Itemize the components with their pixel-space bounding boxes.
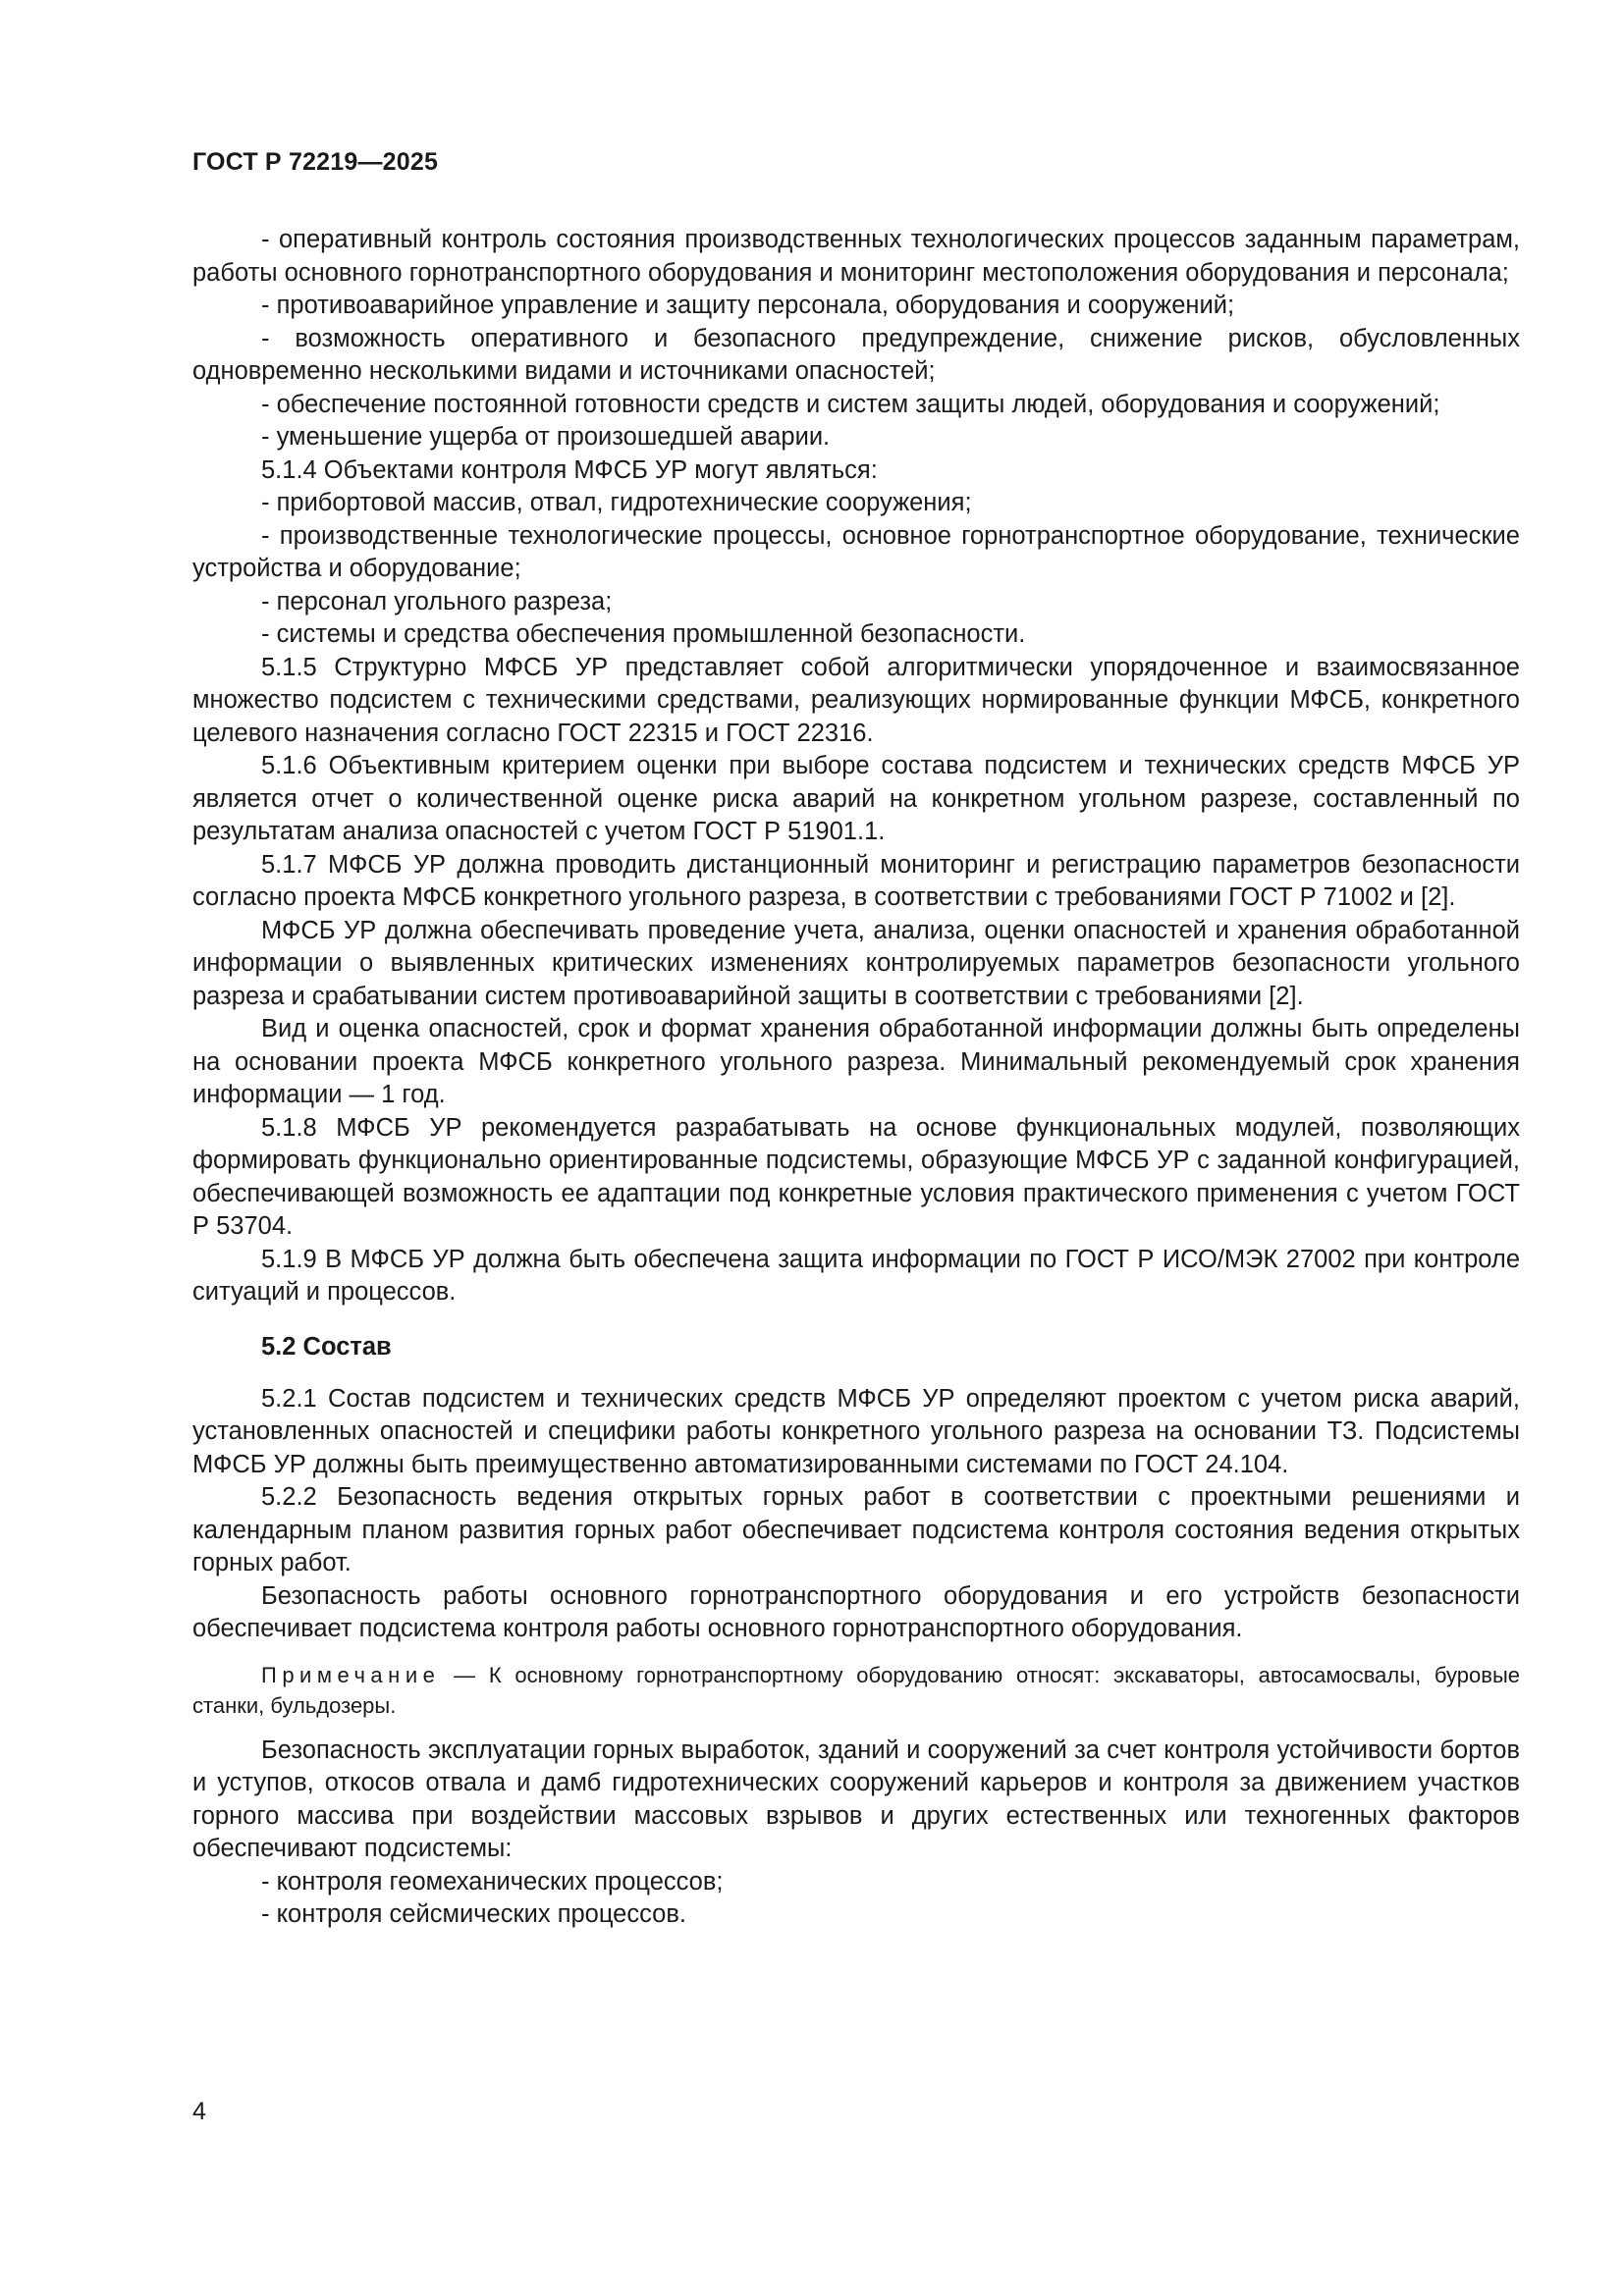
clause-5-1-4: 5.1.4 Объектами контроля МФСБ УР могут являться: — [261, 455, 878, 484]
paragraph: Вид и оценка опасностей, срок и формат хранения обработанной информации должны быть определены на основании проекта МФСБ конкретного угольного разреза. Минимальный рекомендуемый срок хранения информации — 1 год. — [192, 1015, 1520, 1108]
note-label: Примечание — [261, 1662, 441, 1687]
paragraph: Безопасность работы основного горнотранспортного оборудования и его устройств безопасности обеспечивает подсистема контроля работы основного горнотранспортного оборудования. — [192, 1581, 1520, 1642]
list-item: - персонал угольного разреза; — [261, 587, 613, 615]
clause-5-1-9: 5.1.9 В МФСБ УР должна быть обеспечена защита информации по ГОСТ Р ИСО/МЭК 27002 при контроле ситуаций и процессов. — [192, 1245, 1520, 1306]
clause-5-2-1: 5.2.1 Состав подсистем и технических средств МФСБ УР определяют проектом с учетом риска аварий, установленных опасностей и специфики работы конкретного угольного разреза на основании ТЗ. Подсистемы МФСБ УР должны быть преимущественно автоматизированными системами по ГОСТ 24.104. — [192, 1384, 1520, 1478]
list-item: - производственные технологические процессы, основное горнотранспортное оборудование, технические устройства и оборудование; — [192, 521, 1520, 582]
note — [192, 1660, 1520, 1721]
list-item: - оперативный контроль состояния производственных технологических процессов заданным параметрам, работы основного горнотранспортного оборудования и мониторинг местоположения оборудования и персонала; — [192, 226, 1520, 287]
clause-5-1-7: 5.1.7 МФСБ УР должна проводить дистанционный мониторинг и регистрацию параметров безопасности согласно проекта МФСБ конкретного угольного разреза, в соответствии с требованиями ГОСТ Р 71002 и [2]. — [192, 850, 1520, 911]
page-number: 4 — [192, 2098, 206, 2125]
list-item: - уменьшение ущерба от произошедшей аварии. — [261, 423, 831, 451]
clause-5-1-8: 5.1.8 МФСБ УР рекомендуется разрабатывать на основе функциональных модулей, позволяющих формировать функционально ориентированные подсистемы, образующие МФСБ УР с заданной конфигурацией, обеспечивающей возможность ее адаптации под конкретные условия практического применения с учетом ГОСТ Р 53704. — [192, 1113, 1520, 1240]
clause-5-2-2: 5.2.2 Безопасность ведения открытых горных работ в соответствии с проектными решениями и календарным планом развития горных работ обеспечивает подсистема контроля состояния ведения открытых горных работ. — [192, 1483, 1520, 1576]
section-title: 5.2 Состав — [261, 1332, 392, 1361]
list-item: - прибортовой массив, отвал, гидротехнические сооружения; — [261, 489, 972, 516]
list-item: - обеспечение постоянной готовности средств и систем защиты людей, оборудования и сооружений; — [261, 390, 1440, 418]
list-item: - противоаварийное управление и защиту персонала, оборудования и сооружений; — [261, 292, 1235, 319]
clause-5-1-6: 5.1.6 Объективным критерием оценки при выборе состава подсистем и технических средств МФСБ УР является отчет о количественной оценке риска аварий на конкретном угольном разрезе, составленный по результатам анализа опасностей с учетом ГОСТ Р 51901.1. — [192, 752, 1520, 845]
document-body — [192, 224, 1520, 1932]
paragraph: Безопасность эксплуатации горных выработок, зданий и сооружений за счет контроля устойчивости бортов и уступов, откосов отвала и дамб гидротехнических сооружений карьеров и контроля за движением участков горного массива при воздействии массовых взрывов и других естественных или техногенных факторов обеспечивают подсистемы: — [192, 1735, 1520, 1862]
list-item: - возможность оперативного и безопасного предупреждение, снижение рисков, обусловленных одновременно несколькими видами и источниками опасностей; — [192, 324, 1520, 385]
list-item: - контроля геомеханических процессов; — [261, 1867, 724, 1896]
list-item: - контроля сейсмических процессов. — [261, 1900, 686, 1928]
paragraph: МФСБ УР должна обеспечивать проведение учета, анализа, оценки опасностей и хранения обработанной информации о выявленных критических изменениях контролируемых параметров безопасности угольного разреза и срабатывании систем противоаварийной защиты в соответствии с требованиями [2]. — [192, 916, 1520, 1010]
clause-5-1-5: 5.1.5 Структурно МФСБ УР представляет собой алгоритмически упорядоченное и взаимосвязанное множество подсистем с техническими средствами, реализующих нормированные функции МФСБ, конкретного целевого назначения согласно ГОСТ 22315 и ГОСТ 22316. — [192, 653, 1520, 747]
document-header: ГОСТ Р 72219—2025 — [192, 148, 439, 176]
document-page — [192, 0, 1520, 2296]
list-item: - системы и средства обеспечения промышленной безопасности. — [261, 620, 1026, 648]
note-text: — К основному горнотранспортному оборудованию относят: экскаваторы, автосамосвалы, буровые станки, бульдозеры. — [192, 1662, 1520, 1718]
